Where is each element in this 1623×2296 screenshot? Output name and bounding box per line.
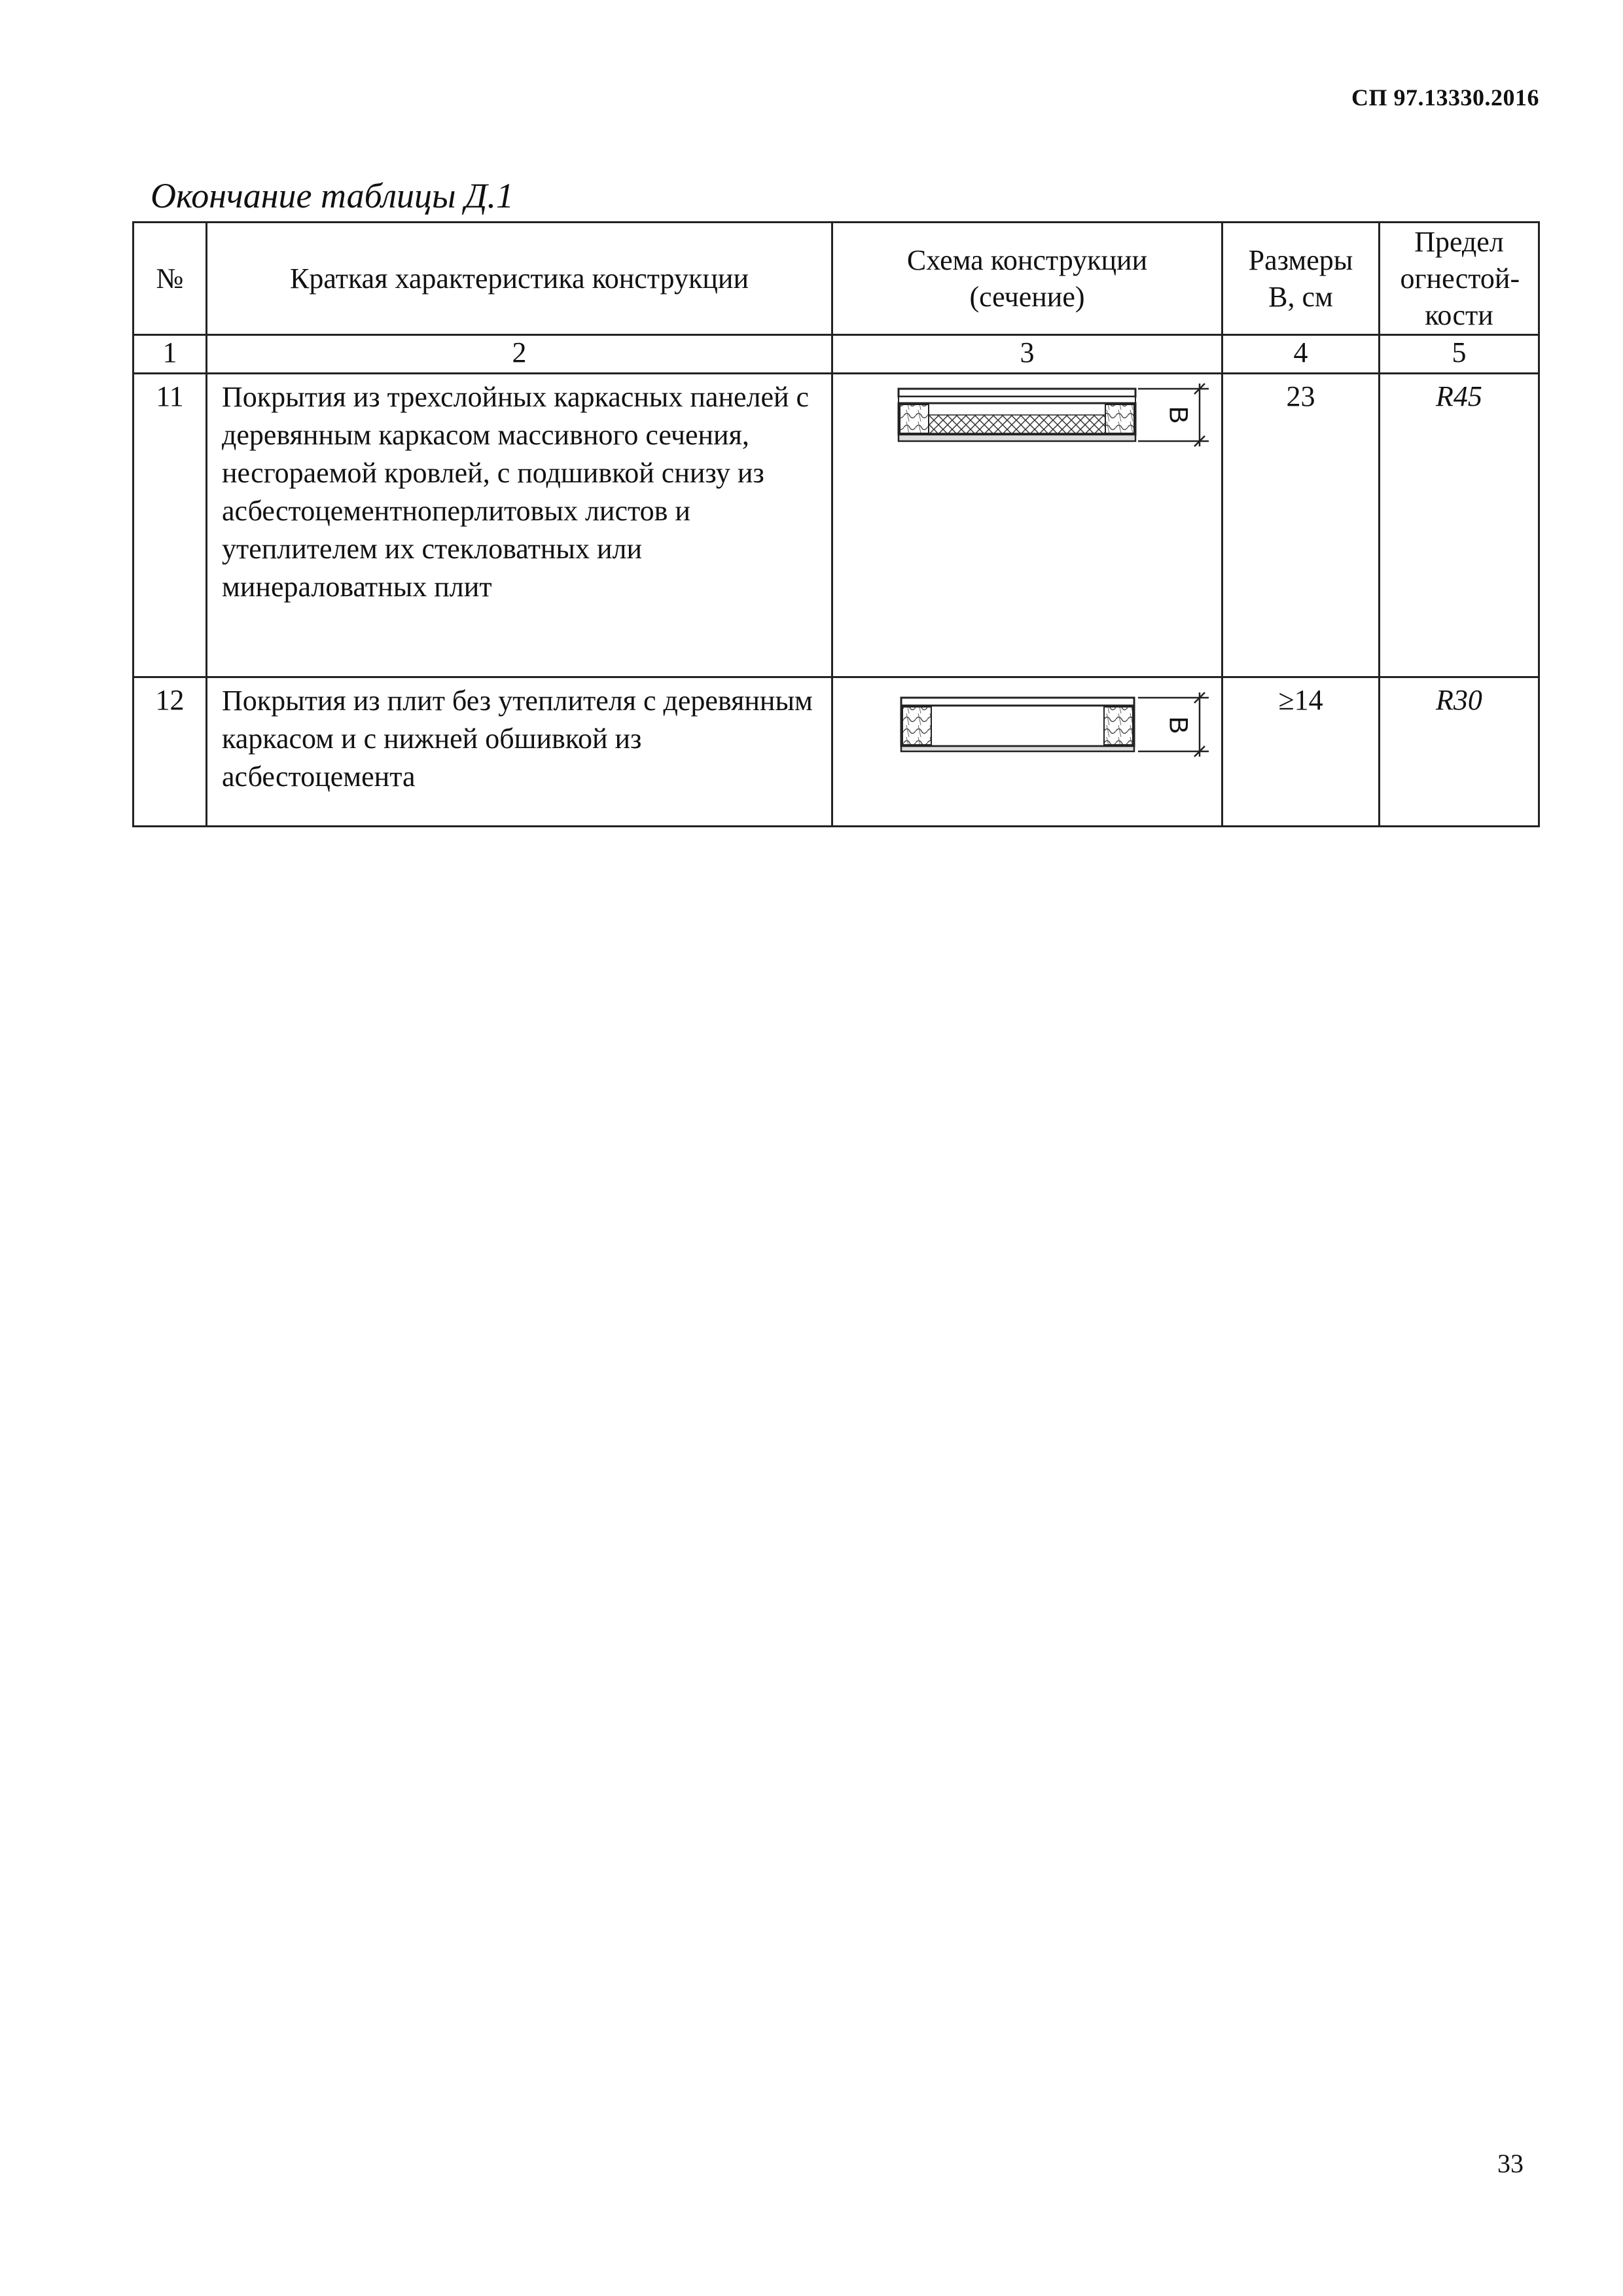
header-number: № [134,223,207,335]
row-fire-resistance [1380,374,1539,677]
header-scheme [832,223,1222,335]
table-caption: Окончание таблицы Д.1 [151,176,514,215]
fire-resistance-value: R30 [1436,684,1482,716]
table-header-row [134,223,1539,335]
column-number: 4 [1222,335,1380,374]
header-size-text: Размеры B, см [1248,243,1353,313]
scheme-wood-right [1105,404,1134,433]
row-size: ≥14 [1222,677,1380,827]
row-description: Покрытия из трехслойных каркасных панелей с деревянным каркасом массивного сечения, несгораемой кровлей, с подшивкой снизу из асбестоцементноперлитовых листов и утеплителем их стекловатных или минераловатных плит [207,374,832,677]
scheme-bottom-lining [901,746,1134,751]
header-fire-resistance [1380,223,1539,335]
scheme-wood-right [1104,707,1133,745]
construction-table [132,221,1540,827]
column-number: 1 [134,335,207,374]
row-scheme [832,374,1222,677]
scheme-roof-layer [899,389,1135,397]
header-size [1222,223,1380,335]
scheme-bottom-lining [899,435,1135,441]
scheme-panel-body [901,706,1134,746]
header-scheme-text: Схема конструкции (сечение) [906,243,1148,313]
row-number: 11 [134,374,207,677]
scheme-top-cladding [901,698,1134,706]
scheme-three-layer-panel [833,374,1223,466]
scheme-wood-left [902,707,931,745]
scheme-wood-left [900,404,929,433]
column-number: 3 [832,335,1222,374]
scheme-insulation [929,415,1105,433]
column-number: 2 [207,335,832,374]
column-number-row [134,335,1539,374]
fire-resistance-value: R45 [1436,380,1482,412]
row-scheme [832,677,1222,827]
header-description: Краткая характеристика конструкции [207,223,832,335]
row-description: Покрытия из плит без утеплителя с деревянным каркасом и с нижней обшивкой из асбестоцемента [207,677,832,827]
scheme-dim-label: B [1164,716,1193,734]
scheme-panel-no-insulation [833,678,1223,770]
scheme-dim-label: B [1164,406,1193,424]
page-number: 33 [1497,2149,1524,2178]
table-row [134,374,1539,677]
table-row [134,677,1539,827]
row-fire-resistance [1380,677,1539,827]
row-number: 12 [134,677,207,827]
row-size: 23 [1222,374,1380,677]
header-fire-text: Предел огнестой-кости [1400,225,1520,331]
column-number: 5 [1380,335,1539,374]
document-code: СП 97.13330.2016 [1351,84,1539,111]
